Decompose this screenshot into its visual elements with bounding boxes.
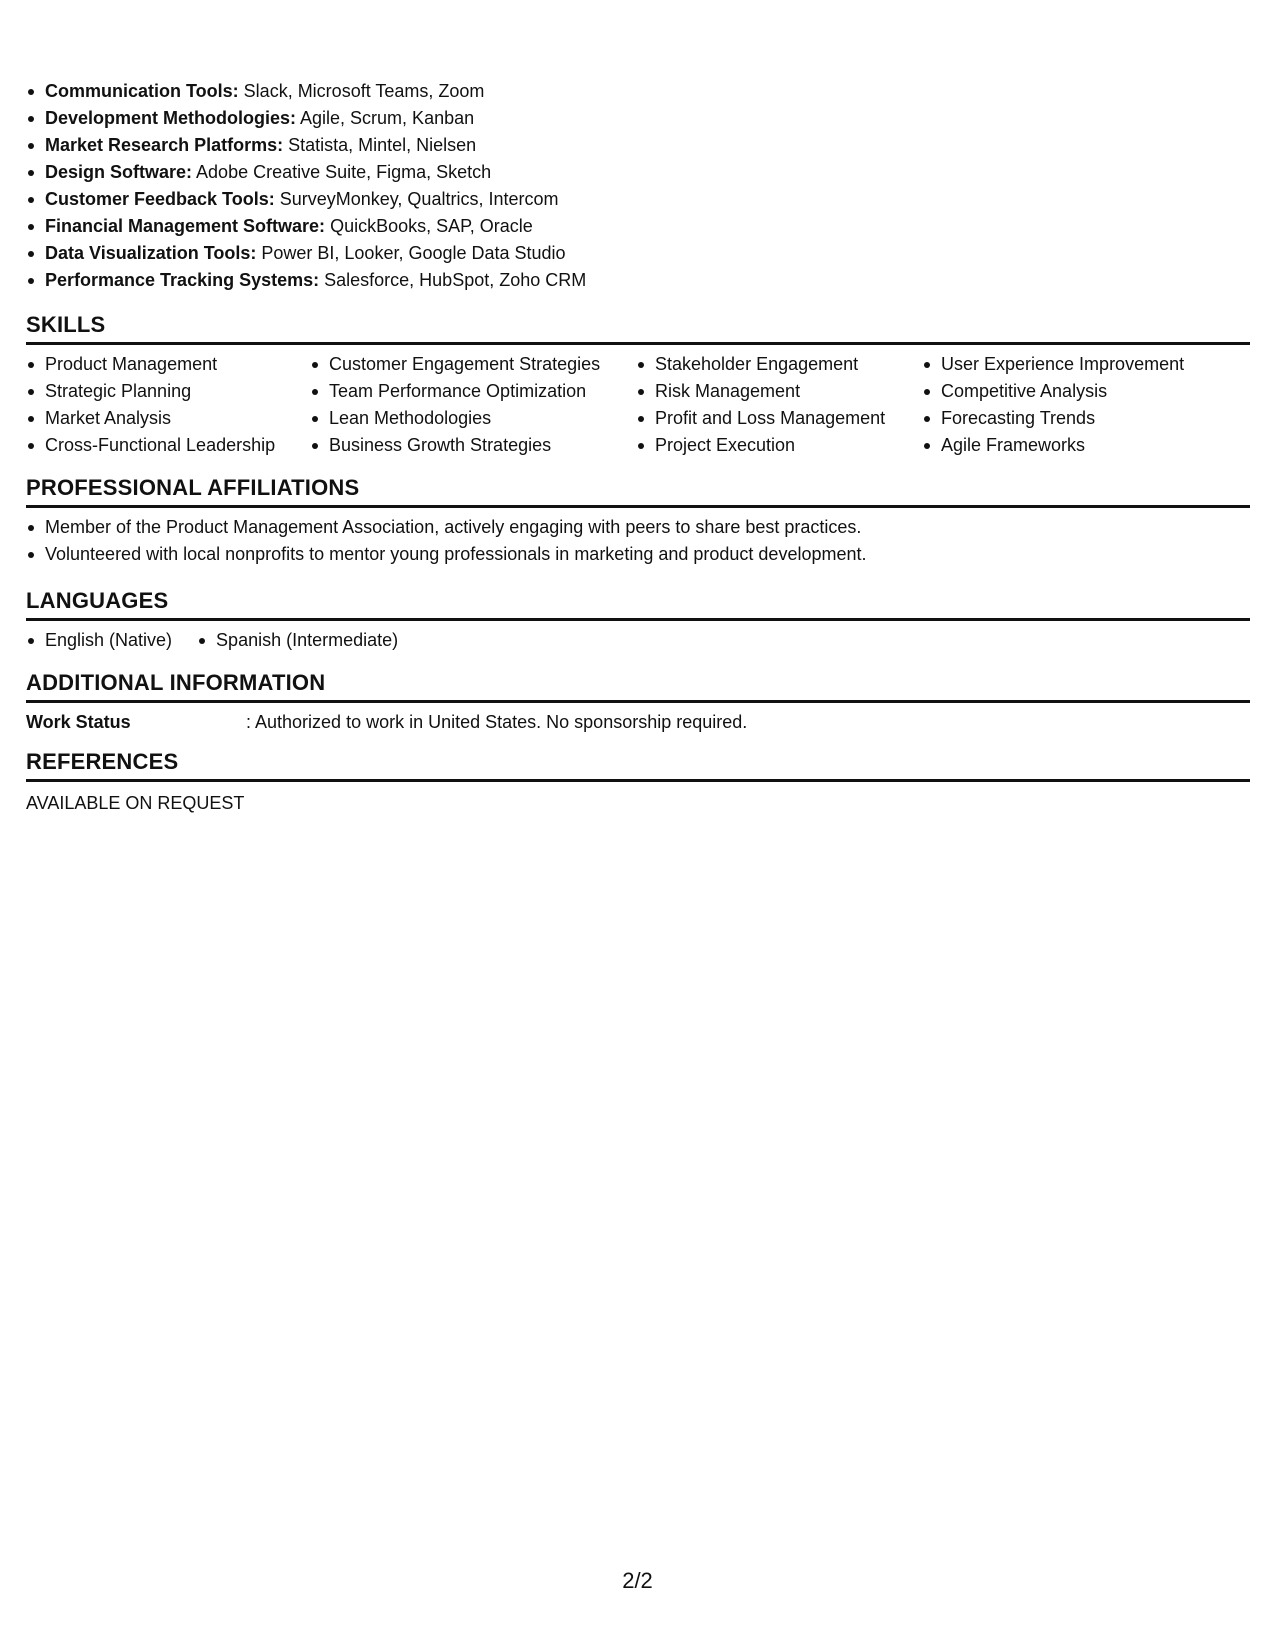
tool-value: Statista, Mintel, Nielsen xyxy=(283,135,477,155)
skill-item: Competitive Analysis xyxy=(922,378,1222,405)
affiliation-item: Volunteered with local nonprofits to mentor young professionals in marketing and product development. xyxy=(26,541,1250,568)
tool-label: Development Methodologies: xyxy=(45,108,297,128)
tool-value: Power BI, Looker, Google Data Studio xyxy=(256,243,566,263)
tool-label: Customer Feedback Tools: xyxy=(45,189,275,209)
skill-item: Customer Engagement Strategies xyxy=(310,351,636,378)
skill-item: Strategic Planning xyxy=(26,378,310,405)
tool-value: Adobe Creative Suite, Figma, Sketch xyxy=(192,162,492,182)
skill-item: Project Execution xyxy=(636,432,922,459)
work-status-value: : Authorized to work in United States. No sponsorship required. xyxy=(246,712,748,732)
skill-item: User Experience Improvement xyxy=(922,351,1222,378)
additional-info-heading: ADDITIONAL INFORMATION xyxy=(26,670,1250,703)
tool-value: Slack, Microsoft Teams, Zoom xyxy=(238,81,485,101)
tools-list xyxy=(26,78,1250,294)
work-status-label: Work Status xyxy=(26,712,131,732)
skill-item: Forecasting Trends xyxy=(922,405,1222,432)
skills-column xyxy=(310,351,636,459)
tool-label: Design Software: xyxy=(45,162,193,182)
resume-page-2 xyxy=(26,78,1250,816)
tool-item-development xyxy=(26,105,1250,132)
tool-label: Market Research Platforms: xyxy=(45,135,284,155)
tool-item-market-research xyxy=(26,132,1250,159)
tool-item-customer-feedback xyxy=(26,186,1250,213)
skills-column xyxy=(922,351,1222,459)
references-text: AVAILABLE ON REQUEST xyxy=(26,793,245,813)
affiliations-heading: PROFESSIONAL AFFILIATIONS xyxy=(26,475,1250,508)
tool-label: Data Visualization Tools: xyxy=(45,243,257,263)
tool-item-design xyxy=(26,159,1250,186)
tool-value: SurveyMonkey, Qualtrics, Intercom xyxy=(274,189,559,209)
tool-value: QuickBooks, SAP, Oracle xyxy=(325,216,533,236)
skill-item: Stakeholder Engagement xyxy=(636,351,922,378)
language-item: Spanish (Intermediate) xyxy=(197,627,398,654)
skill-item: Lean Methodologies xyxy=(310,405,636,432)
skill-item: Market Analysis xyxy=(26,405,310,432)
tool-label: Communication Tools: xyxy=(45,81,239,101)
skills-column xyxy=(26,351,310,459)
skill-item: Business Growth Strategies xyxy=(310,432,636,459)
skills-heading: SKILLS xyxy=(26,312,1250,345)
page-number: 2/2 xyxy=(622,1568,653,1593)
skill-item: Team Performance Optimization xyxy=(310,378,636,405)
skill-item: Profit and Loss Management xyxy=(636,405,922,432)
language-item: English (Native) xyxy=(26,627,172,654)
tool-item-data-visualization xyxy=(26,240,1250,267)
tool-label: Performance Tracking Systems: xyxy=(45,270,320,290)
languages-row xyxy=(26,627,1250,654)
languages-list xyxy=(26,627,423,654)
skill-item: Cross-Functional Leadership xyxy=(26,432,310,459)
skills-grid xyxy=(26,351,1250,459)
skills-column xyxy=(636,351,922,459)
affiliation-item: Member of the Product Management Association, actively engaging with peers to share best practices. xyxy=(26,514,1250,541)
tool-item-financial xyxy=(26,213,1250,240)
skill-item: Risk Management xyxy=(636,378,922,405)
references-heading: REFERENCES xyxy=(26,749,1250,782)
skill-item: Product Management xyxy=(26,351,310,378)
skill-item: Agile Frameworks xyxy=(922,432,1222,459)
tool-item-communication xyxy=(26,78,1250,105)
tool-item-performance-tracking xyxy=(26,267,1250,294)
languages-heading: LANGUAGES xyxy=(26,588,1250,621)
affiliations-list xyxy=(26,514,1250,568)
tool-value: Salesforce, HubSpot, Zoho CRM xyxy=(319,270,587,290)
work-status-row xyxy=(26,709,1250,735)
tool-value: Agile, Scrum, Kanban xyxy=(296,108,475,128)
tool-label: Financial Management Software: xyxy=(45,216,326,236)
